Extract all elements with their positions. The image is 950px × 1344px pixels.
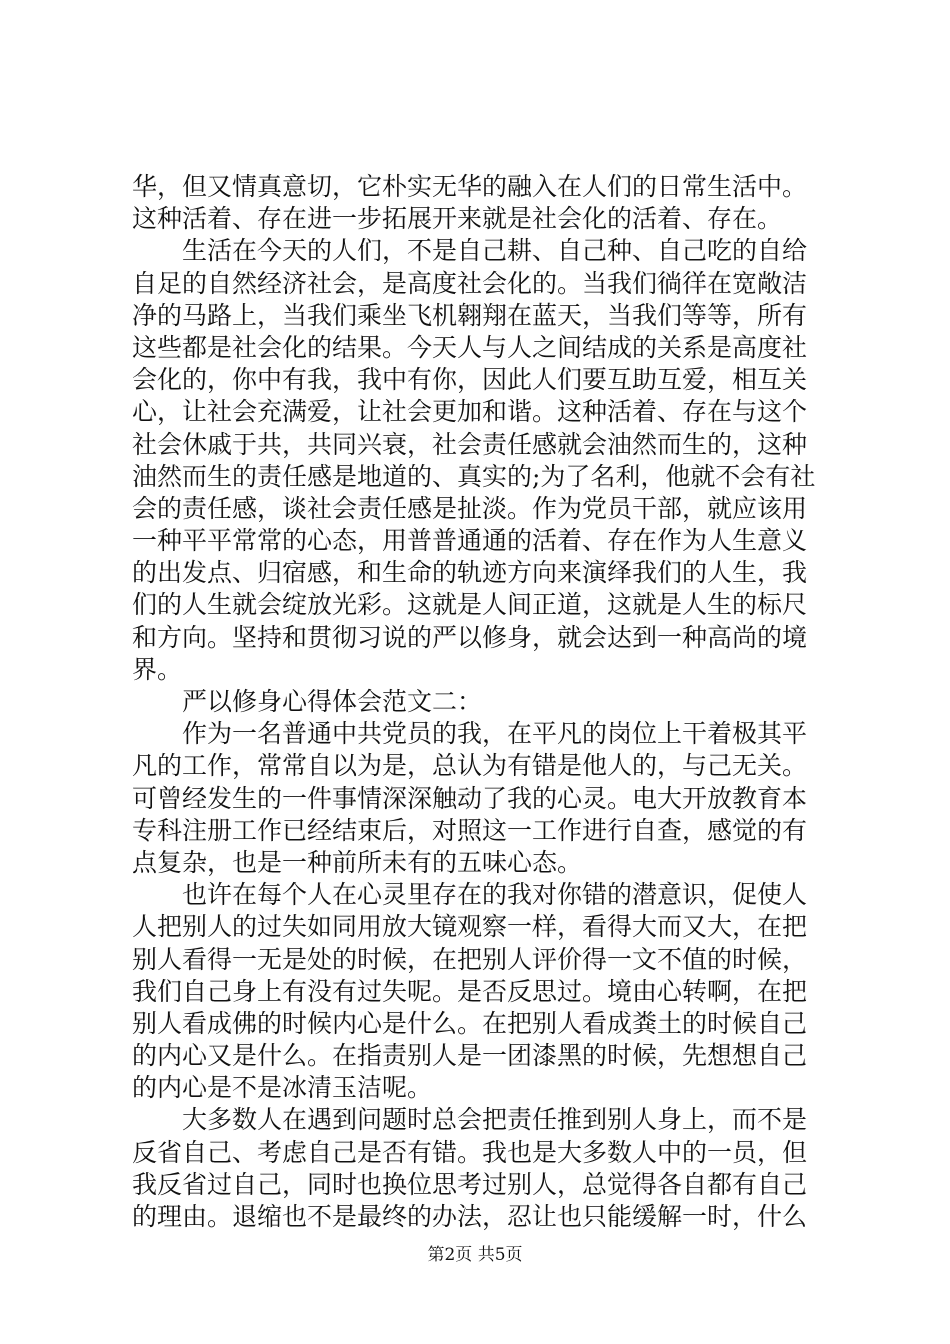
page-number: 第2页 共5页 bbox=[427, 1245, 523, 1265]
text-line: 净的马路上，当我们乘坐飞机翱翔在蓝天，当我们等等，所有 bbox=[132, 300, 808, 330]
text-line: 这些都是社会化的结果。今天人与人之间结成的关系是高度社 bbox=[132, 332, 808, 362]
text-line: 会的责任感，谈社会责任感是扯淡。作为党员干部，就应该用 bbox=[132, 493, 808, 523]
body-text bbox=[132, 171, 832, 1233]
text-line: 我反省过自己，同时也换位思考过别人，总觉得各自都有自己 bbox=[132, 1169, 808, 1199]
text-line: 会化的，你中有我，我中有你，因此人们要互助互爱，相互关 bbox=[132, 365, 808, 395]
text-line: 这种活着、存在进一步拓展开来就是社会化的活着、存在。 bbox=[132, 204, 783, 234]
text-line: 作为一名普通中共党员的我，在平凡的岗位上干着极其平 bbox=[132, 719, 808, 749]
text-line: 我们自己身上有没有过失呢。是否反思过。境由心转啊，在把 bbox=[132, 976, 808, 1006]
text-line: 一种平平常常的心态，用普普通通的活着、存在作为人生意义 bbox=[132, 526, 808, 556]
text-line: 专科注册工作已经结束后，对照这一工作进行自查，感觉的有 bbox=[132, 815, 808, 845]
text-line: 也许在每个人在心灵里存在的我对你错的潜意识，促使人 bbox=[132, 880, 808, 910]
text-line: 人把别人的过失如同用放大镜观察一样，看得大而又大，在把 bbox=[132, 912, 808, 942]
text-line: 凡的工作，常常自以为是，总认为有错是他人的，与己无关。 bbox=[132, 751, 808, 781]
page-footer bbox=[0, 1244, 950, 1266]
text-line: 自足的自然经济社会，是高度社会化的。当我们徜徉在宽敞洁 bbox=[132, 268, 808, 298]
text-line: 油然而生的责任感是地道的、真实的;为了名利，他就不会有社 bbox=[132, 461, 816, 491]
section-heading: 严以修身心得体会范文二： bbox=[132, 687, 483, 716]
text-line: 华，但又情真意切，它朴实无华的融入在人们的日常生活中。 bbox=[132, 172, 808, 201]
text-line: 的内心又是什么。在指责别人是一团漆黑的时候，先想想自己 bbox=[132, 1041, 808, 1071]
text-line: 生活在今天的人们，不是自己耕、自己种、自己吃的自给 bbox=[132, 236, 808, 266]
text-line: 的理由。退缩也不是最终的办法，忍让也只能缓解一时，什么 bbox=[132, 1202, 808, 1231]
text-line: 的出发点、归宿感，和生命的轨迹方向来演绎我们的人生，我 bbox=[132, 558, 808, 588]
text-line: 们的人生就会绽放光彩。这就是人间正道，这就是人生的标尺 bbox=[132, 590, 808, 620]
text-line: 心，让社会充满爱，让社会更加和谐。这种活着、存在与这个 bbox=[132, 397, 808, 427]
text-line: 和方向。坚持和贯彻习说的严以修身，就会达到一种高尚的境 bbox=[132, 622, 808, 652]
text-line: 反省自己、考虑自己是否有错。我也是大多数人中的一员，但 bbox=[132, 1137, 808, 1167]
text-line: 别人看成佛的时候内心是什么。在把别人看成粪土的时候自己 bbox=[132, 1008, 808, 1038]
text-line: 点复杂，也是一种前所未有的五味心态。 bbox=[132, 847, 583, 877]
text-line: 大多数人在遇到问题时总会把责任推到别人身上，而不是 bbox=[132, 1105, 808, 1135]
text-line: 别人看得一无是处的时候，在把别人评价得一文不值的时候， bbox=[132, 944, 808, 974]
text-line: 的内心是不是冰清玉洁呢。 bbox=[132, 1073, 433, 1103]
text-line: 可曾经发生的一件事情深深触动了我的心灵。电大开放教育本 bbox=[132, 783, 808, 813]
text-line: 界。 bbox=[132, 654, 183, 684]
text-line: 社会休戚于共，共同兴衰，社会责任感就会油然而生的，这种 bbox=[132, 429, 808, 459]
